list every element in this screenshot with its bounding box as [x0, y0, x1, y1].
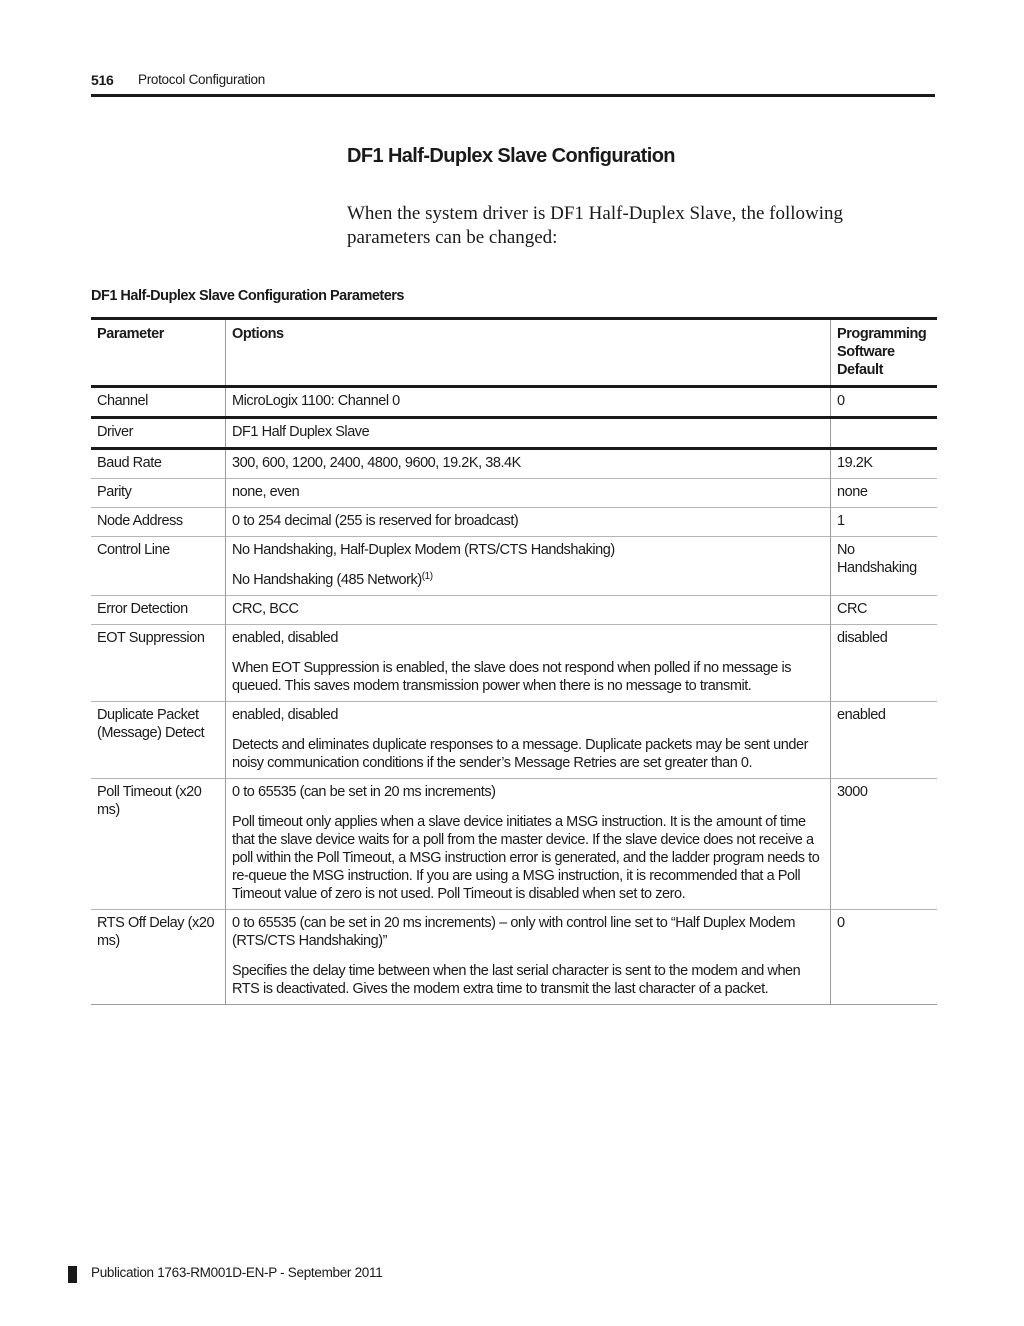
table-row	[91, 508, 937, 537]
options-detail: Poll timeout only applies when a slave device initiates a MSG instruction. It is the amount of time that the slave device waits for a poll from the master device. If the slave device does not receive a poll within the Poll Timeout, a MSG instruction error is generated, and the ladder program needs to re-queue the MSG instruction. If you are using a MSG instruction, it is recommended that a Poll Timeout value of zero is not used. Poll Timeout is disabled when set to zero.	[232, 814, 820, 902]
options-cell: CRC, BCC	[226, 596, 831, 625]
default-cell	[831, 418, 938, 449]
options-detail	[232, 571, 824, 589]
table-row	[91, 449, 937, 479]
options-cell	[226, 625, 831, 702]
table-row	[91, 418, 937, 449]
default-cell: No Handshaking	[831, 537, 938, 596]
parameter-cell: RTS Off Delay (x20 ms)	[97, 915, 215, 949]
options-detail-text: No Handshaking (485 Network)	[232, 572, 422, 588]
options-text: enabled, disabled	[232, 630, 339, 646]
parameter-cell: Control Line	[97, 542, 170, 558]
default-cell: 1	[831, 508, 938, 537]
parameter-cell: Baud Rate	[97, 455, 162, 471]
parameter-cell: Duplicate Packet (Message) Detect	[97, 707, 205, 741]
default-cell: CRC	[831, 596, 938, 625]
parameter-cell: Error Detection	[97, 601, 188, 617]
options-text: enabled, disabled	[232, 707, 339, 723]
page-number: 516	[91, 72, 114, 88]
section-name: Protocol Configuration	[138, 72, 265, 87]
table-row	[91, 596, 937, 625]
footer-publication: Publication 1763-RM001D-EN-P - September 2011	[91, 1265, 383, 1280]
parameter-cell: Driver	[97, 424, 133, 440]
table-row	[91, 910, 937, 1005]
table-row	[91, 702, 937, 779]
options-detail: Detects and eliminates duplicate responses to a message. Duplicate packets may be sent under noisy communication conditions if the sender’s Message Retries are set greater than 0.	[232, 737, 808, 771]
parameters-table	[91, 317, 937, 1005]
table-row	[91, 779, 937, 910]
options-cell	[226, 910, 831, 1005]
table-row	[91, 387, 937, 418]
options-cell: 0 to 254 decimal (255 is reserved for broadcast)	[226, 508, 831, 537]
table-header-row	[91, 319, 937, 387]
table-caption: DF1 Half-Duplex Slave Configuration Parameters	[91, 288, 404, 304]
header-rule	[91, 94, 935, 97]
page-title: DF1 Half-Duplex Slave Configuration	[347, 145, 675, 167]
options-text: No Handshaking, Half-Duplex Modem (RTS/CTS Handshaking)	[232, 542, 615, 558]
options-cell	[226, 779, 831, 910]
options-cell: DF1 Half Duplex Slave	[226, 418, 831, 449]
column-header-parameter: Parameter	[97, 326, 164, 342]
parameter-cell: Parity	[97, 484, 132, 500]
parameter-cell: EOT Suppression	[97, 630, 205, 646]
options-cell: none, even	[226, 479, 831, 508]
options-detail: Specifies the delay time between when the last serial character is sent to the modem and when RTS is deactivated. Gives the modem extra time to transmit the last character of a packet.	[232, 963, 801, 997]
footer-marker	[68, 1266, 77, 1283]
default-cell: enabled	[831, 702, 938, 779]
options-text: 0 to 65535 (can be set in 20 ms increments) – only with control line set to “Half Duplex Modem (RTS/CTS Handshaking)”	[232, 915, 795, 949]
options-detail: When EOT Suppression is enabled, the slave does not respond when polled if no message is queued. This saves modem transmission power when there is no message to transmit.	[232, 660, 792, 694]
options-cell	[226, 537, 831, 596]
default-cell: none	[831, 479, 938, 508]
default-cell: 0	[831, 910, 938, 1005]
options-text: 0 to 65535 (can be set in 20 ms increments)	[232, 784, 496, 800]
table-row	[91, 479, 937, 508]
default-cell: 3000	[831, 779, 938, 910]
column-header-default: Programming Software Default	[831, 319, 938, 387]
default-cell: 0	[831, 387, 938, 418]
table-row	[91, 625, 937, 702]
page-header	[91, 70, 935, 96]
options-cell: 300, 600, 1200, 2400, 4800, 9600, 19.2K, 38.4K	[226, 449, 831, 479]
options-cell: MicroLogix 1100: Channel 0	[226, 387, 831, 418]
default-cell: disabled	[831, 625, 938, 702]
parameter-cell: Channel	[97, 393, 148, 409]
table-row	[91, 537, 937, 596]
parameter-cell: Poll Timeout (x20 ms)	[97, 784, 202, 818]
parameter-cell: Node Address	[97, 513, 183, 529]
options-cell	[226, 702, 831, 779]
column-header-options: Options	[226, 319, 831, 387]
default-cell: 19.2K	[831, 449, 938, 479]
footnote-ref: (1)	[421, 571, 433, 582]
intro-paragraph: When the system driver is DF1 Half-Duplex Slave, the following parameters can be changed:	[347, 203, 844, 248]
